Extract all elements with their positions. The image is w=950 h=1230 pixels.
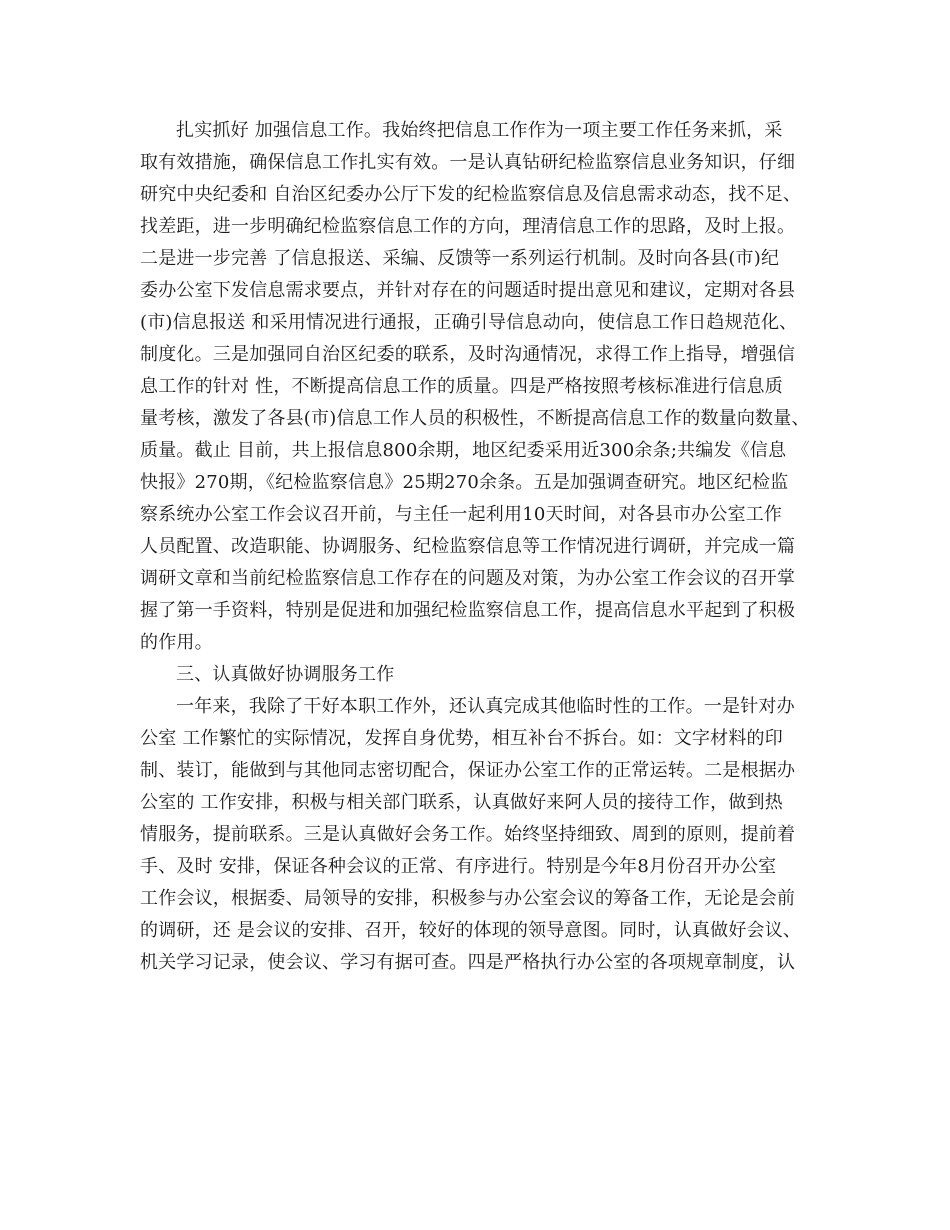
paragraph-line: 息工作的针对 性，不断提高信息工作的质量。四是严格按照考核标准进行信息质 <box>140 376 783 397</box>
paragraph-line: 制度化。三是加强同自治区纪委的联系，及时沟通情况，求得工作上指导，增强信 <box>140 344 796 365</box>
paragraph-line: 公室的 工作安排，积极与相关部门联系，认真做好来阿人员的接待工作，做到热 <box>140 792 783 813</box>
paragraph-line: (市)信息报送 和采用情况进行通报，正确引导信息动向，使信息工作日趋规范化、 <box>140 312 798 333</box>
paragraph-line: 人员配置、改造职能、协调服务、纪检监察信息等工作情况进行调研，并完成一篇 <box>140 536 796 557</box>
paragraph-line: 委办公室下发信息需求要点，并针对存在的问题适时提出意见和建议，定期对各县 <box>140 280 796 301</box>
paragraph-line: 的调研，还 是会议的安排、召开，较好的体现的领导意图。同时，认真做好会议、 <box>140 920 802 941</box>
paragraph-line: 制、装订，能做到与其他同志密切配合，保证办公室工作的正常运转。二是根据办 <box>140 760 796 781</box>
paragraph-line: 手、及时 安排，保证各种会议的正常、有序进行。特别是今年8月份召开办公室 <box>140 856 777 877</box>
paragraph-line: 研究中央纪委和 自治区纪委办公厅下发的纪检监察信息及信息需求动态，找不足、 <box>140 184 802 205</box>
paragraph-line: 的作用。 <box>140 632 213 653</box>
paragraph-line: 快报》270期，《纪检监察信息》25期270余条。五是加强调查研究。地区纪检监 <box>140 472 789 493</box>
paragraph-line: 找差距，进一步明确纪检监察信息工作的方向，理清信息工作的思路，及时上报。 <box>140 216 796 237</box>
paragraph-line: 机关学习记录，使会议、学习有据可查。四是严格执行办公室的各项规章制度，认 <box>140 952 796 973</box>
paragraph-line: 量考核，激发了各县(市)信息工作人员的积极性，不断提高信息工作的数量向数量、 <box>140 408 810 429</box>
paragraph-line: 察系统办公室工作会议召开前，与主任一起利用10天时间，对各县市办公室工作 <box>140 504 783 525</box>
paragraph-line: 情服务，提前联系。三是认真做好会务工作。始终坚持细致、周到的原则，提前着 <box>140 824 796 845</box>
paragraph-line: 质量。截止 目前，共上报信息800余期，地区纪委采用近300余条;共编发《信息 <box>140 440 787 461</box>
paragraph-line: 扎实抓好 加强信息工作。我始终把信息工作作为一项主要工作任务来抓，采 <box>176 120 783 141</box>
paragraph-line: 调研文章和当前纪检监察信息工作存在的问题及对策，为办公室工作会议的召开掌 <box>140 568 796 589</box>
section-heading: 三、认真做好协调服务工作 <box>176 664 395 685</box>
paragraph-line: 公室 工作繁忙的实际情况，发挥自身优势，相互补台不拆台。如：文字材料的印 <box>140 728 783 749</box>
paragraph-line: 握了第一手资料，特别是促进和加强纪检监察信息工作，提高信息水平起到了积极 <box>140 600 796 621</box>
paragraph-line: 一年来，我除了干好本职工作外，还认真完成其他临时性的工作。一是针对办 <box>176 696 795 717</box>
paragraph-line: 二是进一步完善 了信息报送、采编、反馈等一系列运行机制。及时向各县(市)纪 <box>140 248 780 269</box>
paragraph-line: 取有效措施，确保信息工作扎实有效。一是认真钻研纪检监察信息业务知识，仔细 <box>140 152 796 173</box>
paragraph-line: 工作会议，根据委、局领导的安排，积极参与办公室会议的筹备工作，无论是会前 <box>140 888 796 909</box>
